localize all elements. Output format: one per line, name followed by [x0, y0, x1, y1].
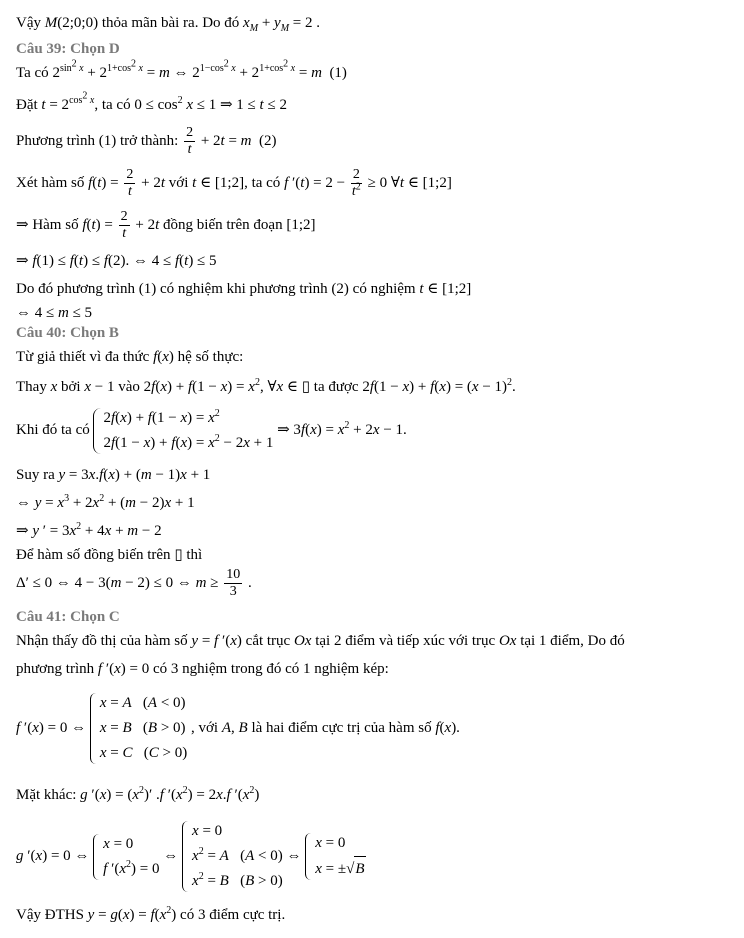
line-q41-6: Vậy ĐTHS $y = g(x) = f(x^2)$ có 3 điểm cực trị. — [16, 905, 286, 923]
solution-set-g3: x = 0 x = ±√B — [305, 831, 365, 882]
solution-set-g1: x = 0 f $'(x^2) = 0$ — [93, 832, 159, 882]
line-q40-6: ⇒ y ′ = $3x^2 + 4x + m - 2$ — [16, 521, 162, 539]
line-conclusion-38: Vậy M(2;0;0) thỏa mãn bài ra. Do đó $x_M + y_M = 2$ . — [16, 15, 321, 34]
line-q40-3: Khi đó ta có $2f(x) + f(1 - x) = x^2$ $2f(1 - x) + f(x) = x^2 - 2x + 1$ ⇒ $3f(x) = x^2 + 2x - 1$. — [16, 404, 407, 456]
line-q41-5: g ′(x) = 0 ⇔ x = 0 f $'(x^2) = 0$ ⇔ x = 0 $x^2 = A$ (A < 0) $x^2 = B$ (B > 0) ⇔ x = 0 x = ±√B — [16, 814, 366, 898]
line-q40-5: ⇔ $y = x^3 + 2x^2 + (m - 2)x + 1$ — [16, 493, 195, 511]
line-q39-5: ⇒ Hàm số f(t) = $\frac{2}{t}$ + 2t đồng biến trên đoạn [1;2] — [16, 209, 316, 242]
heading-q39: Câu 39: Chọn D — [16, 41, 120, 57]
line-q39-6: ⇒ f(1) ≤ f(t) ≤ f(2). ⇔ 4 ≤ f(t) ≤ 5 — [16, 253, 217, 269]
line-q39-2: Đặt $t = 2^{cos^2 x}$, ta có $0 \le \cos^2 x \le 1$ ⇒ 1 ≤ t ≤ 2 — [16, 90, 287, 113]
line-q41-1: Nhận thấy đồ thị của hàm số y = f ′(x) cắt trục Ox tại 2 điểm và tiếp xúc với trục Ox tại 1 điểm, Do đó — [16, 633, 625, 649]
solution-set-fprime: x = A (A < 0) x = B (B > 0) x = C (C > 0) — [90, 691, 187, 766]
heading-q41: Câu 41: Chọn C — [16, 609, 120, 625]
line-q40-1: Từ giả thiết vì đa thức f(x) hệ số thực: — [16, 349, 244, 365]
system-equations-q40: $2f(x) + f(1 - x) = x^2$ $2f(1 - x) + f(x) = x^2 - 2x + 1$ — [93, 406, 273, 456]
line-q40-2: Thay x bởi x − 1 vào $2f(x) + f(1 - x) = x^2$, ∀x ∈ ▯ ta được $2f(1 - x) + f(x) = (x - 1)^2$. — [16, 377, 516, 395]
line-q39-1: Ta có $2^{sin^2 x} + 2^{1+cos^2 x} = m$ ⇔ $2^{1-cos^2 x} + 2^{1+cos^2 x} = m$ (1) — [16, 58, 347, 81]
line-q39-7: Do đó phương trình (1) có nghiệm khi phương trình (2) có nghiệm t ∈ [1;2] — [16, 281, 472, 297]
line-q41-4: Mặt khác: g $'(x) = (x^2)'$ .f $'(x^2) = 2x.f$ $'(x^2)$ — [16, 785, 260, 803]
line-q39-8: ⇔ 4 ≤ m ≤ 5 — [16, 305, 93, 321]
line-q40-4: Suy ra y = 3x.f(x) + (m − 1)x + 1 — [16, 467, 211, 483]
line-q39-3: Phương trình (1) trở thành: $\frac{2}{t}$ + 2t = m (2) — [16, 125, 277, 158]
line-q40-8: Δ′ ≤ 0 ⇔ 4 − 3(m − 2) ≤ 0 ⇔ m ≥ $\frac{10}{3}$ . — [16, 567, 252, 600]
heading-q40: Câu 40: Chọn B — [16, 325, 119, 341]
line-q39-4: Xét hàm số f(t) = $\frac{2}{t}$ + 2t với t ∈ [1;2], ta có f ′(t) = 2 − $\frac{2}{t^2}$ ≥ 0 ∀t ∈ [1;2] — [16, 167, 452, 200]
solution-set-g2: x = 0 $x^2 = A$ (A < 0) $x^2 = B$ (B > 0) — [182, 819, 283, 894]
line-q41-2: phương trình f ′(x) = 0 có 3 nghiệm trong đó có 1 nghiệm kép: — [16, 661, 389, 677]
line-q41-3: f ′(x) = 0 ⇔ x = A (A < 0) x = B (B > 0) x = C (C > 0) , với A, B là hai điểm cực trị của hàm số f(x). — [16, 686, 460, 770]
line-q40-7: Để hàm số đồng biến trên ▯ thì — [16, 547, 203, 563]
